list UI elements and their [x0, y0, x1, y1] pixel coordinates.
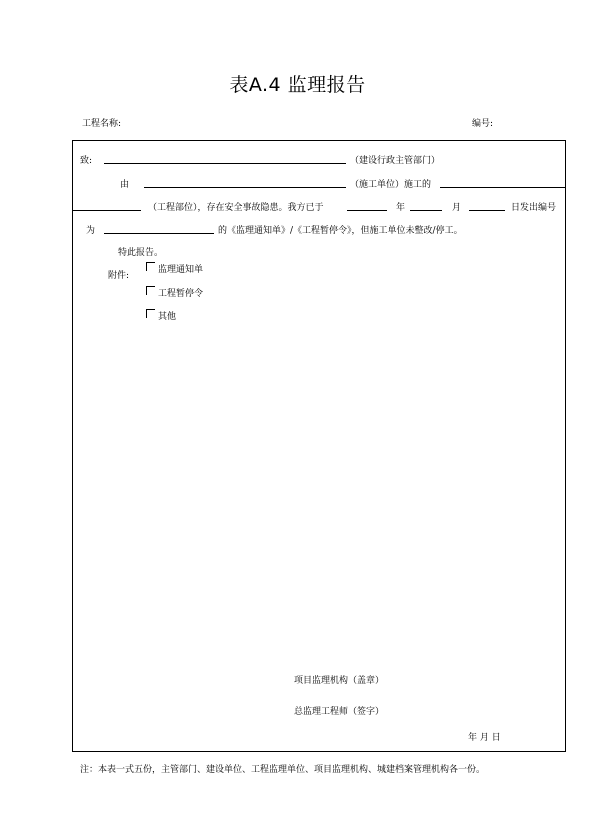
contractor-field[interactable] — [144, 187, 346, 188]
month-label: 月 — [452, 203, 462, 213]
sign-date-label: 年 月 日 — [468, 733, 501, 743]
footer-note: 注：本表一式五份，主管部门、建设单位、工程监理单位、项目监理机构、城建档案管理机构各一份。 — [80, 765, 486, 775]
contractor-suffix: （施工单位）施工的 — [350, 180, 432, 190]
month-field[interactable] — [410, 210, 442, 211]
year-label: 年 — [396, 203, 406, 213]
day-issue-label: 日发出编号 — [511, 203, 557, 213]
location-suffix: （工程部位），存在安全事故隐患。我方已于 — [148, 203, 324, 213]
notice-text: 的《监理通知单》/《工程暂停令》，但施工单位未整改/停工。 — [218, 226, 463, 236]
org-seal-label: 项目监理机构（盖章） — [294, 676, 385, 686]
by-label: 由 — [120, 180, 130, 190]
attachment-notice-label: 监理通知单 — [158, 265, 204, 275]
year-field[interactable] — [347, 210, 387, 211]
to-label: 致: — [80, 156, 93, 166]
chief-engineer-label: 总监理工程师（签字） — [294, 707, 385, 717]
location-field[interactable] — [73, 210, 141, 211]
attachment-label: 附件: — [108, 271, 130, 281]
number-label: 编号: — [472, 119, 494, 129]
attachment-checkbox-notice[interactable] — [146, 262, 155, 271]
project-field[interactable] — [440, 187, 565, 188]
attachment-checkbox-suspension[interactable] — [146, 286, 155, 295]
day-field[interactable] — [469, 210, 505, 211]
closing-text: 特此报告。 — [118, 248, 164, 258]
attachment-suspension-label: 工程暂停令 — [158, 289, 204, 299]
recipient-field[interactable] — [104, 163, 346, 164]
attachment-checkbox-other[interactable] — [146, 309, 155, 318]
project-name-label: 工程名称: — [82, 119, 122, 129]
for-label: 为 — [86, 226, 96, 236]
dept-suffix: （建设行政主管部门） — [350, 156, 441, 166]
attachment-other-label: 其他 — [158, 312, 177, 322]
form-title: 表A.4 监理报告 — [229, 74, 366, 96]
notice-number-field[interactable] — [104, 233, 214, 234]
